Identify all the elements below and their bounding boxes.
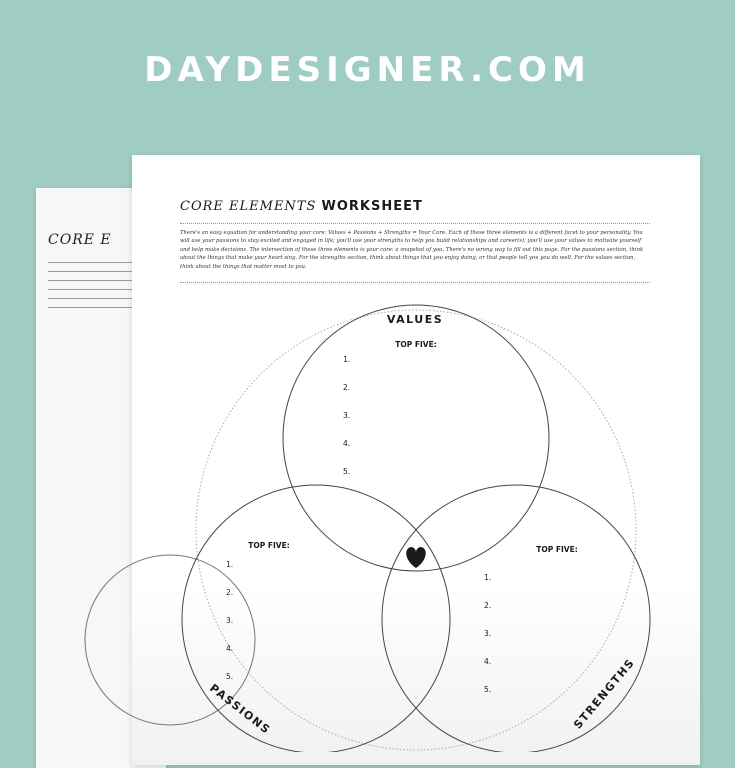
strengths-label: STRENGTHS [571,656,638,732]
passions-item-2: 2. [226,588,234,597]
passions-heading: TOP FIVE: [248,541,290,550]
passions-label: PASSIONS [207,681,274,737]
passions-item-5: 5. [226,672,234,681]
back-worksheet-title: CORE E [48,232,112,248]
brand-title: DAYDESIGNER.COM [144,50,591,90]
heart-icon [406,547,425,568]
strengths-item-5: 5. [484,685,492,694]
worksheet-intro: There's an easy equation for understanding your core: Values + Passions + Strengths = Your Core. Each of these three elements is a different facet to your personality. You will use your passions to stay excited and engaged in life; you'll use your strengths to help you build relationships and career(s); you'll use your values to motivate yourself and help make decisions. The intersection of these three elements is your core: a snapshot of you. There's no wrong way to fill out this page. For the passions section, think about the things that make your heart sing. For the strengths section, think about things that you enjoy doing, or that people tell you you do well. For the values section, think about the things that matter most to you. [180,230,644,270]
values-item-5: 5. [343,467,351,476]
passions-item-4: 4. [226,644,234,653]
strengths-heading: TOP FIVE: [536,545,578,554]
passions-item-1: 1. [226,560,234,569]
values-item-4: 4. [343,439,351,448]
worksheet-title-italic: CORE ELEMENTS [180,199,317,214]
values-heading: TOP FIVE: [395,340,437,349]
values-item-3: 3. [343,411,351,420]
values-label: VALUES [386,313,444,326]
passions-item-3: 3. [226,616,234,625]
strengths-item-1: 1. [484,573,492,582]
worksheet-title-bold: WORKSHEET [321,199,423,214]
strengths-item-2: 2. [484,601,492,610]
strengths-item-3: 3. [484,629,492,638]
values-item-2: 2. [343,383,351,392]
strengths-item-4: 4. [484,657,492,666]
values-item-1: 1. [343,355,351,364]
